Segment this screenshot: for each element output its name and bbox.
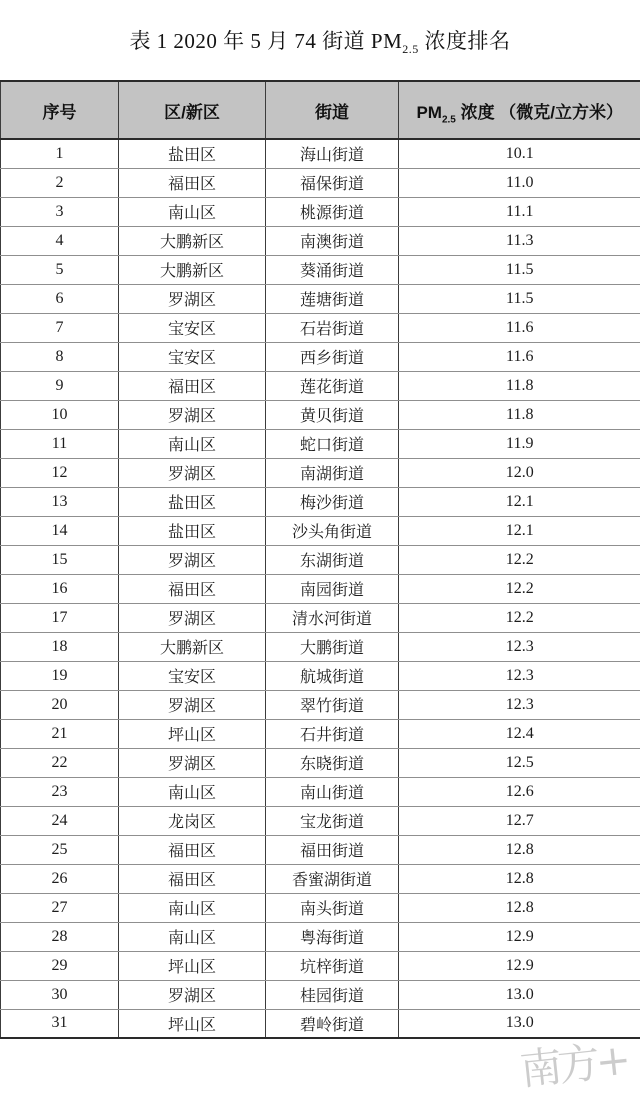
district-cell: 福田区 bbox=[119, 835, 266, 864]
district-cell: 罗湖区 bbox=[119, 545, 266, 574]
table-row bbox=[1, 632, 640, 661]
index-cell: 26 bbox=[1, 864, 119, 893]
index-cell: 2 bbox=[1, 168, 119, 197]
street-cell: 碧岭街道 bbox=[266, 1009, 399, 1038]
header-pm-suffix: 浓度 （微克/立方米） bbox=[455, 102, 624, 122]
index-cell: 31 bbox=[1, 1009, 119, 1038]
index-cell: 15 bbox=[1, 545, 119, 574]
index-cell: 9 bbox=[1, 371, 119, 400]
pm25-value-cell: 11.8 bbox=[399, 400, 640, 429]
street-cell: 大鹏街道 bbox=[266, 632, 399, 661]
table-row bbox=[1, 748, 640, 777]
district-cell: 福田区 bbox=[119, 371, 266, 400]
district-cell: 罗湖区 bbox=[119, 458, 266, 487]
table-row bbox=[1, 661, 640, 690]
street-cell: 葵涌街道 bbox=[266, 255, 399, 284]
district-cell: 盐田区 bbox=[119, 487, 266, 516]
pm25-value-cell: 12.7 bbox=[399, 806, 640, 835]
pm25-value-cell: 12.8 bbox=[399, 835, 640, 864]
district-cell: 罗湖区 bbox=[119, 400, 266, 429]
index-cell: 11 bbox=[1, 429, 119, 458]
table-row bbox=[1, 487, 640, 516]
district-cell: 大鹏新区 bbox=[119, 632, 266, 661]
district-cell: 宝安区 bbox=[119, 342, 266, 371]
pm25-value-cell: 11.9 bbox=[399, 429, 640, 458]
table-row bbox=[1, 603, 640, 632]
pm25-value-cell: 11.8 bbox=[399, 371, 640, 400]
district-cell: 坪山区 bbox=[119, 1009, 266, 1038]
district-cell: 南山区 bbox=[119, 197, 266, 226]
pm25-value-cell: 13.0 bbox=[399, 980, 640, 1009]
header-index: 序号 bbox=[1, 81, 119, 139]
index-cell: 6 bbox=[1, 284, 119, 313]
street-cell: 南园街道 bbox=[266, 574, 399, 603]
district-cell: 福田区 bbox=[119, 574, 266, 603]
index-cell: 19 bbox=[1, 661, 119, 690]
street-cell: 沙头角街道 bbox=[266, 516, 399, 545]
index-cell: 8 bbox=[1, 342, 119, 371]
index-cell: 20 bbox=[1, 690, 119, 719]
table-row bbox=[1, 864, 640, 893]
pm25-value-cell: 12.1 bbox=[399, 516, 640, 545]
district-cell: 罗湖区 bbox=[119, 980, 266, 1009]
index-cell: 22 bbox=[1, 748, 119, 777]
index-cell: 16 bbox=[1, 574, 119, 603]
index-cell: 21 bbox=[1, 719, 119, 748]
index-cell: 24 bbox=[1, 806, 119, 835]
index-cell: 23 bbox=[1, 777, 119, 806]
street-cell: 航城街道 bbox=[266, 661, 399, 690]
pm25-value-cell: 12.3 bbox=[399, 690, 640, 719]
street-cell: 石井街道 bbox=[266, 719, 399, 748]
street-cell: 海山街道 bbox=[266, 139, 399, 168]
table-row bbox=[1, 574, 640, 603]
index-cell: 17 bbox=[1, 603, 119, 632]
table-row bbox=[1, 545, 640, 574]
index-cell: 1 bbox=[1, 139, 119, 168]
index-cell: 7 bbox=[1, 313, 119, 342]
table-row bbox=[1, 458, 640, 487]
caption-text: 表 1 2020 年 5 月 74 街道 PM bbox=[129, 29, 403, 53]
street-cell: 黄贝街道 bbox=[266, 400, 399, 429]
index-cell: 25 bbox=[1, 835, 119, 864]
header-row bbox=[1, 81, 640, 139]
pm25-value-cell: 12.5 bbox=[399, 748, 640, 777]
district-cell: 南山区 bbox=[119, 922, 266, 951]
pm25-value-cell: 12.8 bbox=[399, 893, 640, 922]
street-cell: 宝龙街道 bbox=[266, 806, 399, 835]
district-cell: 福田区 bbox=[119, 168, 266, 197]
table-row bbox=[1, 922, 640, 951]
table-row bbox=[1, 226, 640, 255]
table-row bbox=[1, 168, 640, 197]
table-row bbox=[1, 255, 640, 284]
street-cell: 东晓街道 bbox=[266, 748, 399, 777]
table-row bbox=[1, 516, 640, 545]
district-cell: 大鹏新区 bbox=[119, 255, 266, 284]
pm25-ranking-table bbox=[0, 80, 640, 1039]
table-row bbox=[1, 806, 640, 835]
district-cell: 罗湖区 bbox=[119, 690, 266, 719]
pm25-value-cell: 12.0 bbox=[399, 458, 640, 487]
index-cell: 30 bbox=[1, 980, 119, 1009]
table-row bbox=[1, 429, 640, 458]
street-cell: 南澳街道 bbox=[266, 226, 399, 255]
index-cell: 5 bbox=[1, 255, 119, 284]
street-cell: 福田街道 bbox=[266, 835, 399, 864]
caption-suffix: 浓度排名 bbox=[418, 29, 511, 53]
street-cell: 南湖街道 bbox=[266, 458, 399, 487]
pm25-value-cell: 11.6 bbox=[399, 342, 640, 371]
index-cell: 14 bbox=[1, 516, 119, 545]
table-row bbox=[1, 777, 640, 806]
table-row bbox=[1, 951, 640, 980]
table-row bbox=[1, 313, 640, 342]
street-cell: 梅沙街道 bbox=[266, 487, 399, 516]
table-row bbox=[1, 690, 640, 719]
pm25-value-cell: 11.5 bbox=[399, 284, 640, 313]
district-cell: 盐田区 bbox=[119, 139, 266, 168]
table-row bbox=[1, 139, 640, 168]
pm25-value-cell: 10.1 bbox=[399, 139, 640, 168]
street-cell: 西乡街道 bbox=[266, 342, 399, 371]
district-cell: 南山区 bbox=[119, 429, 266, 458]
district-cell: 罗湖区 bbox=[119, 748, 266, 777]
pm25-value-cell: 12.6 bbox=[399, 777, 640, 806]
table-row bbox=[1, 893, 640, 922]
pm25-value-cell: 13.0 bbox=[399, 1009, 640, 1038]
district-cell: 罗湖区 bbox=[119, 603, 266, 632]
district-cell: 坪山区 bbox=[119, 951, 266, 980]
street-cell: 粤海街道 bbox=[266, 922, 399, 951]
pm25-value-cell: 12.3 bbox=[399, 661, 640, 690]
pm25-value-cell: 12.1 bbox=[399, 487, 640, 516]
pm25-value-cell: 12.4 bbox=[399, 719, 640, 748]
street-cell: 坑梓街道 bbox=[266, 951, 399, 980]
table-row bbox=[1, 284, 640, 313]
pm25-value-cell: 12.2 bbox=[399, 574, 640, 603]
district-cell: 龙岗区 bbox=[119, 806, 266, 835]
index-cell: 10 bbox=[1, 400, 119, 429]
header-pm25-concentration bbox=[399, 81, 640, 139]
table-row bbox=[1, 719, 640, 748]
header-district: 区/新区 bbox=[119, 81, 266, 139]
district-cell: 南山区 bbox=[119, 893, 266, 922]
street-cell: 南头街道 bbox=[266, 893, 399, 922]
table-row bbox=[1, 197, 640, 226]
district-cell: 大鹏新区 bbox=[119, 226, 266, 255]
index-cell: 13 bbox=[1, 487, 119, 516]
table-row bbox=[1, 371, 640, 400]
district-cell: 福田区 bbox=[119, 864, 266, 893]
district-cell: 坪山区 bbox=[119, 719, 266, 748]
pm25-value-cell: 12.3 bbox=[399, 632, 640, 661]
index-cell: 4 bbox=[1, 226, 119, 255]
index-cell: 3 bbox=[1, 197, 119, 226]
street-cell: 石岩街道 bbox=[266, 313, 399, 342]
index-cell: 28 bbox=[1, 922, 119, 951]
pm25-value-cell: 12.2 bbox=[399, 545, 640, 574]
table-row bbox=[1, 1009, 640, 1038]
street-cell: 莲花街道 bbox=[266, 371, 399, 400]
street-cell: 香蜜湖街道 bbox=[266, 864, 399, 893]
pm25-value-cell: 11.1 bbox=[399, 197, 640, 226]
index-cell: 12 bbox=[1, 458, 119, 487]
street-cell: 福保街道 bbox=[266, 168, 399, 197]
caption-pm25-subscript: 2.5 bbox=[402, 42, 419, 57]
pm25-value-cell: 12.9 bbox=[399, 951, 640, 980]
index-cell: 29 bbox=[1, 951, 119, 980]
pm25-value-cell: 11.5 bbox=[399, 255, 640, 284]
table-row bbox=[1, 980, 640, 1009]
district-cell: 盐田区 bbox=[119, 516, 266, 545]
street-cell: 蛇口街道 bbox=[266, 429, 399, 458]
district-cell: 宝安区 bbox=[119, 661, 266, 690]
pm25-value-cell: 12.9 bbox=[399, 922, 640, 951]
table-row bbox=[1, 342, 640, 371]
street-cell: 莲塘街道 bbox=[266, 284, 399, 313]
street-cell: 桂园街道 bbox=[266, 980, 399, 1009]
index-cell: 27 bbox=[1, 893, 119, 922]
nanfang-plus-watermark: 南方+ bbox=[517, 1034, 630, 1095]
table-row bbox=[1, 400, 640, 429]
street-cell: 东湖街道 bbox=[266, 545, 399, 574]
district-cell: 南山区 bbox=[119, 777, 266, 806]
pm25-value-cell: 12.8 bbox=[399, 864, 640, 893]
street-cell: 翠竹街道 bbox=[266, 690, 399, 719]
table-caption bbox=[0, 26, 640, 56]
table-row bbox=[1, 835, 640, 864]
pm25-value-cell: 11.0 bbox=[399, 168, 640, 197]
pm25-value-cell: 11.3 bbox=[399, 226, 640, 255]
district-cell: 宝安区 bbox=[119, 313, 266, 342]
street-cell: 清水河街道 bbox=[266, 603, 399, 632]
header-pm-prefix: PM bbox=[416, 102, 442, 122]
street-cell: 桃源街道 bbox=[266, 197, 399, 226]
street-cell: 南山街道 bbox=[266, 777, 399, 806]
pm25-value-cell: 11.6 bbox=[399, 313, 640, 342]
header-street: 街道 bbox=[266, 81, 399, 139]
header-pm-subscript: 2.5 bbox=[441, 113, 456, 125]
pm25-value-cell: 12.2 bbox=[399, 603, 640, 632]
table-body bbox=[1, 139, 640, 1038]
district-cell: 罗湖区 bbox=[119, 284, 266, 313]
index-cell: 18 bbox=[1, 632, 119, 661]
